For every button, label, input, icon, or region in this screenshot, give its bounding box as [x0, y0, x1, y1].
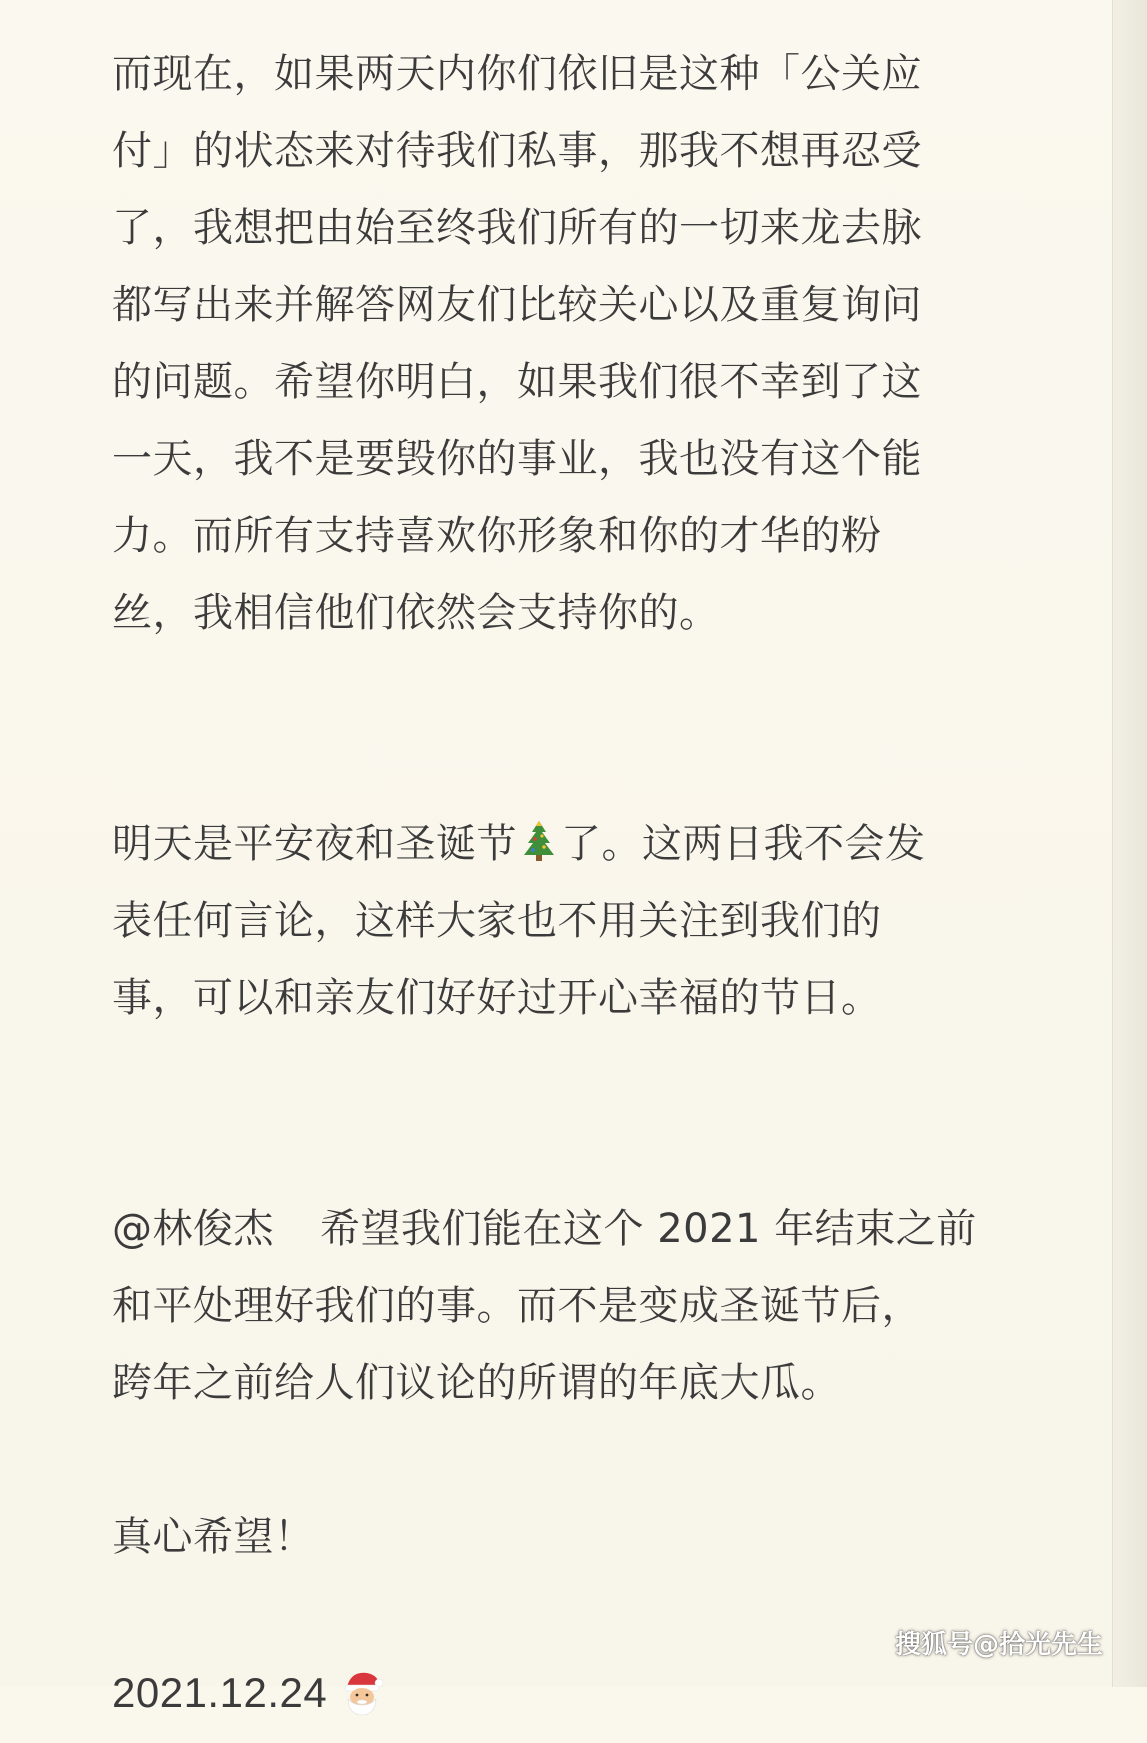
text-segment: 了。这两日我不会发 — [561, 821, 926, 867]
text-line — [112, 1191, 1047, 1268]
text-line: 一天，我不是要毁你的事业，我也没有这个能 — [112, 436, 922, 482]
spacer — [112, 652, 1047, 806]
text-line: 都写出来并解答网友们比较关心以及重复询问 — [112, 282, 922, 328]
text-line: 跨年之前给人们议论的所谓的年底大瓜。 — [112, 1360, 841, 1406]
paragraph-3 — [112, 1191, 1047, 1422]
text-line: 付」的状态来对待我们私事，那我不想再忍受 — [112, 128, 922, 174]
text-line: 表任何言论，这样大家也不用关注到我们的 — [112, 898, 882, 944]
text-line: 力。而所有支持喜欢你形象和你的才华的粉 — [112, 513, 882, 559]
text-line — [112, 806, 1047, 883]
text-line: 而现在，如果两天内你们依旧是这种「公关应 — [112, 51, 922, 97]
date-line — [112, 1654, 1047, 1731]
text-line: 事，可以和亲友们好好过开心幸福的节日。 — [112, 975, 882, 1021]
christmas-tree-icon — [519, 812, 559, 856]
paragraph-1 — [112, 36, 1047, 652]
paragraph-2 — [112, 806, 1047, 1037]
date-text: 2021.12.24 — [112, 1669, 328, 1716]
watermark-text: 搜狐号@拾光先生 — [894, 1630, 1103, 1660]
letter-body — [112, 36, 1047, 1731]
text-line: 丝，我相信他们依然会支持你的。 — [112, 590, 720, 636]
page-edge — [1112, 0, 1147, 1687]
spacer — [112, 1037, 1047, 1191]
mention-link[interactable]: @林俊杰 — [112, 1206, 274, 1252]
text-line: 了，我想把由始至终我们所有的一切来龙去脉 — [112, 205, 922, 251]
closing-line: 真心希望！ — [112, 1514, 315, 1560]
text-line: 和平处理好我们的事。而不是变成圣诞节后， — [112, 1283, 922, 1329]
text-line: 的问题。希望你明白，如果我们很不幸到了这 — [112, 359, 922, 405]
santa-face-icon — [341, 1666, 383, 1714]
text-segment: 希望我们能在这个 2021 年结束之前 — [320, 1206, 977, 1252]
text-segment: 明天是平安夜和圣诞节 — [112, 821, 517, 867]
spacer — [112, 1422, 1047, 1499]
